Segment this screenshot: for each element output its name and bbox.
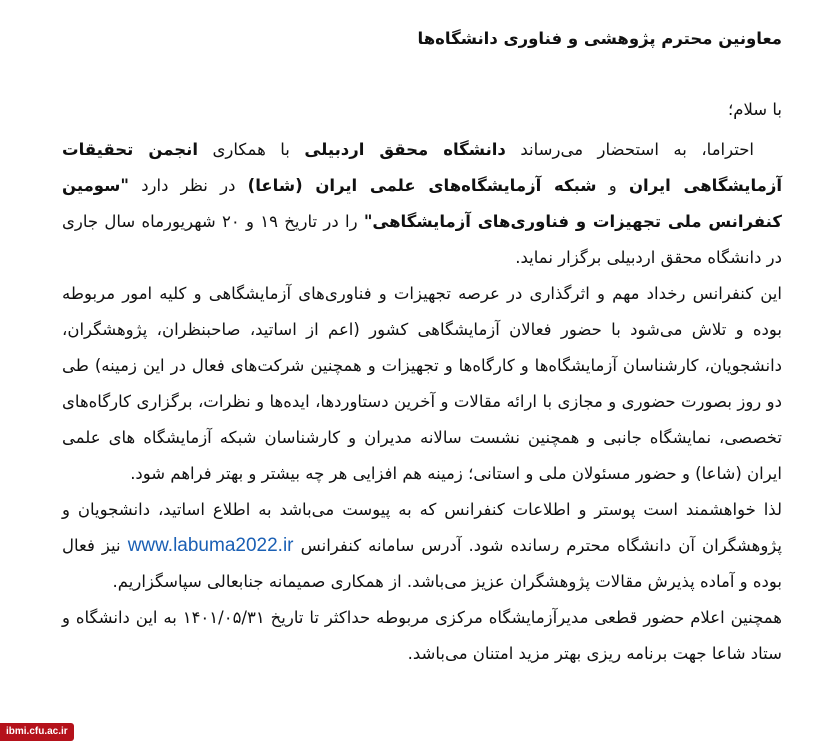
- letter-body: [62, 28, 782, 672]
- p3-text-1: لذا خواهشمند است پوستر و اطلاعات کنفرانس که به پیوست می‌باشد به اطلاع اساتید، دانشجویان و پژوهشگران آن دانشگاه محترم رسانده شود. آدرس سامانه کنفرانس: [62, 500, 782, 555]
- p3-text-2: نیز فعال بوده و آماده پذیرش مقالات پژوهشگران عزیز می‌باشد. از همکاری صمیمانه جنابعالی سپاسگزاریم.: [62, 536, 782, 591]
- association-name: انجمن تحقیقات آزمایشگاهی ایران: [62, 140, 783, 195]
- university-name: دانشگاه محقق اردبیلی: [304, 140, 506, 159]
- site-watermark: ibmi.cfu.ac.ir: [0, 723, 74, 741]
- conference-website-link[interactable]: www.labuma2022.ir: [127, 535, 294, 556]
- greeting: با سلام؛: [728, 100, 782, 119]
- conference-title: "سومین کنفرانس ملی تجهیزات و فناوری‌های آزمایشگاهی": [62, 176, 782, 231]
- paragraph-description: این کنفرانس رخداد مهم و اثرگذاری در عرصه تجهیزات و فناوری‌های آزمایشگاهی و کلیه امور مربوطه بوده و تلاش می‌شود با حضور فعالان آزمایشگاهی کشور (اعم از اساتید، صاحبنظران، پژوهشگران، دانشجویان، کارشناسان آزمایشگاه‌ها و کارگاه‌ها و تجهیزات و همچنین شرکت‌های فعال در این زمینه) طی دو روز بصورت حضوری و مجازی با ارائه مقالات و آخرین دستاوردها، ایده‌ها و نظرات، برگزاری کارگاه‌های تخصصی، نمایشگاه جانبی و همچنین نشست سالانه مدیران و کارشناسان شبکه آزمایشگاه های علمی ایران (شاعا) و حضور مسئولان ملی و استانی؛ زمینه هم افزایی هر چه بیشتر و بهتر فراهم شود.: [62, 284, 782, 483]
- paragraph-announcement: [62, 132, 782, 276]
- paragraph-request: [62, 492, 782, 600]
- paragraph-deadline: همچنین اعلام حضور قطعی مدیرآزمایشگاه مرکزی مربوطه حداکثر تا تاریخ ۱۴۰۱/۰۵/۳۱ به این دانشگاه و ستاد شاعا جهت برنامه ریزی بهتر مزید امتنان می‌باشد.: [62, 608, 782, 663]
- p1-text-3: و: [596, 176, 629, 195]
- letter-heading: معاونین محترم پژوهشی و فناوری دانشگاه‌ها: [417, 29, 782, 48]
- p1-text-2: با همکاری: [198, 140, 305, 159]
- p1-text-1: احتراما، به استحضار می‌رساند: [505, 140, 754, 159]
- network-name: شبکه آزمایشگاه‌های علمی ایران (شاعا): [247, 176, 597, 195]
- p1-text-5: را در تاریخ ۱۹ و ۲۰ شهریورماه سال جاری در دانشگاه محقق اردبیلی برگزار نماید.: [62, 212, 782, 267]
- p1-text-4: در نظر دارد: [128, 176, 248, 195]
